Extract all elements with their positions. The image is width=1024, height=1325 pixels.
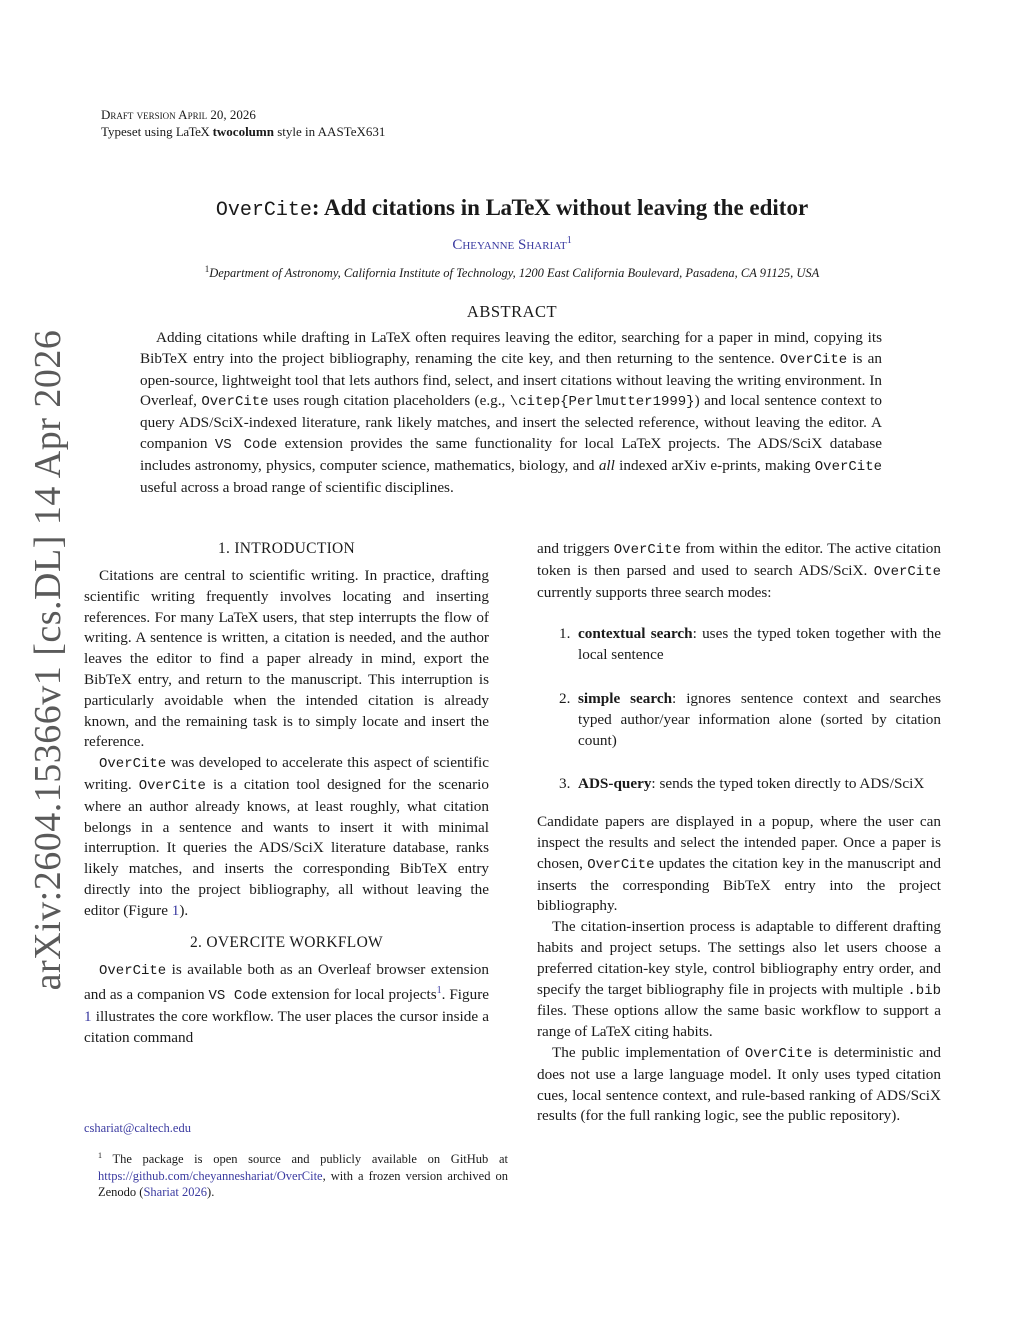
right-paragraph-1: and triggers OverCite from within the editor. The active citation token is then parsed and used to search ADS/SciX. OverCite currently supports three search modes: xyxy=(537,540,941,601)
figure-1-link[interactable]: 1 xyxy=(171,901,180,919)
figure-1-link[interactable]: 1 xyxy=(84,1008,92,1026)
arxiv-stamp: arXiv:2604.15366v1 [cs.DL] 14 Apr 2026 xyxy=(27,329,69,991)
right-column xyxy=(537,539,941,1127)
draft-version-line: Draft version April 20, 2026 xyxy=(101,107,256,122)
right-paragraph-4: The public implementation of OverCite is deterministic and does not use a large language model. It only uses typed citation cues, local sentence context, and rule-based ranking of ADS/SciX results (for the full ranking logic, see the public repository). xyxy=(537,1043,941,1125)
affiliation: $^1$Department of Astronomy, California Institute of Technology, 1200 East California Boulevard, Pasadena, CA 91125, USA xyxy=(204,264,820,281)
right-paragraph-2: Candidate papers are displayed in a popup, where the user can inspect the results and select the intended paper. Once a paper is chosen, OverCite updates the citation key in the manuscript and inserts the corresponding BibTeX entry into the project bibliography. xyxy=(537,813,941,915)
draft-header xyxy=(101,106,385,140)
abstract-text: Adding citations while drafting in LaTeX often requires leaving the editor, searching for a paper in mind, copying its BibTeX entry into the project bibliography, renaming the cite key, and then returning to the sentence. OverCite is an open-source, lightweight tool that lets authors find, select, and insert citations without leaving the writing environment. In Overleaf, OverCite uses rough citation placeholders (e.g., \citep{Perlmutter1999}) and local sentence context to query ADS/SciX-indexed literature, rank likely matches, and insert the selected reference, without leaving the editor. A companion VS Code extension provides the same functionality for local LaTeX projects. The ADS/SciX database includes astronomy, physics, computer science, mathematics, biology, and all indexed arXiv e-prints, making OverCite useful across a broad range of scientific disciplines. xyxy=(140,329,883,496)
footnote-1-link[interactable]: 1 xyxy=(436,985,442,997)
typeset-line: Typeset using LaTeX twocolumn style in AASTeX631 xyxy=(101,124,386,139)
abstract-heading: ABSTRACT xyxy=(466,302,558,321)
footnote-1: $^1$ The package is open source and publicly available on GitHub at https://github.com/cheyanneshariat/OverCite, with a frozen version archived on Zenodo (Shariat 2026). xyxy=(98,1151,508,1200)
left-column xyxy=(84,540,489,1049)
section-heading-workflow: 2. OVERCITE WORKFLOW xyxy=(190,933,383,951)
author-email-link[interactable]: cshariat@caltech.edu xyxy=(84,1121,191,1135)
workflow-paragraph-1: OverCite is available both as an Overleaf browser extension and as a companion VS Code extension for local projects$^1$. Figure 1 illustrates the core workflow. The user places the cursor inside a citation command xyxy=(84,960,490,1046)
intro-paragraph-1: Citations are central to scientific writing. In practice, drafting scientific writing frequently involves locating and inserting references. For many LaTeX users, that step interrupts the flow of writing. A sentence is written, a citation is needed, and the author leaves the editor to find a paper already in mind, export the BibTeX entry, and return to the manuscript. This interruption is particularly avoidable when the intended citation is already known, and the remaining task is to simply locate and insert the reference. xyxy=(84,567,489,751)
list-item: 3. ADS-query: sends the typed token directly to ADS/SciX xyxy=(559,775,925,793)
paper-title: OverCite: Add citations in LaTeX without leaving the editor xyxy=(215,195,809,222)
zenodo-citation-link[interactable]: Shariat 2026 xyxy=(143,1185,208,1200)
citep-command: \citep{Perlmutter1999} xyxy=(509,394,695,411)
author-name[interactable]: Cheyanne Shariat$^1$ xyxy=(452,235,572,253)
list-item: 2. simple search: ignores sentence context and searches typed author/year information alone (sorted by citation count) xyxy=(559,689,941,749)
right-paragraph-3: The citation-insertion process is adaptable to different drafting habits and project setups. The settings also let users choose a preferred citation-key style, control bibliography entry order, and specify the target bibliography file in projects with multiple .bib files. These options allow the same basic workflow to support a range of LaTeX citing habits. xyxy=(537,918,941,1041)
list-item: 1. contextual search: uses the typed token together with the local sentence xyxy=(559,625,941,664)
search-modes-list xyxy=(537,624,941,795)
github-url-link[interactable]: https://github.com/cheyanneshariat/OverCite xyxy=(98,1168,323,1183)
section-heading-introduction: 1. INTRODUCTION xyxy=(217,540,356,557)
intro-paragraph-2: OverCite was developed to accelerate this aspect of scientific writing. OverCite is a citation tool designed for the scenario where an author already knows, at least roughly, what citation belongs in a sentence and wants to insert it with minimal interruption. It queries the ADS/SciX literature database, ranks likely matches, and inserts the corresponding BibTeX entry directly into the project bibliography, all without leaving the editor (Figure 1). xyxy=(84,754,489,919)
